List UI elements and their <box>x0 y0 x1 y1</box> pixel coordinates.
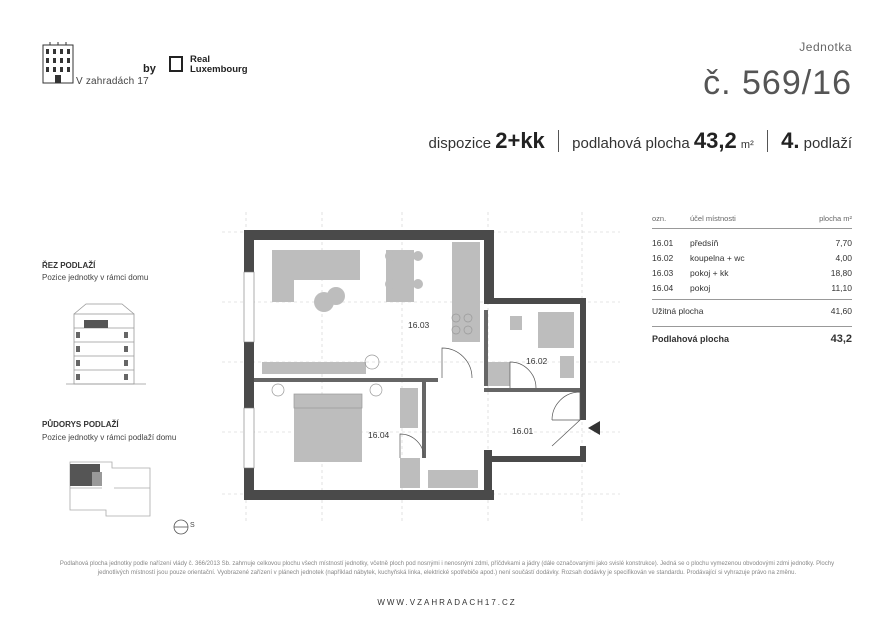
row-name: koupelna + wc <box>690 252 745 263</box>
room-label-16-04: 16.04 <box>368 430 390 440</box>
room-label-16-03: 16.03 <box>408 320 430 330</box>
unit-number: č. 569/16 <box>703 64 852 102</box>
row-area: 7,70 <box>835 237 852 248</box>
website-link[interactable]: WWW.VZAHRADACH17.CZ <box>377 598 517 607</box>
plan-title: PŮDORYS PODLAŽÍ <box>42 420 119 429</box>
row-name: předsíň <box>690 237 719 248</box>
header-area: plocha m² <box>819 213 852 223</box>
row-code: 16.04 <box>652 282 674 293</box>
area-unit: m² <box>740 139 754 151</box>
building-logo-icon <box>42 42 76 84</box>
header-purpose: účel místnosti <box>690 213 736 223</box>
compass-label: S <box>190 522 195 529</box>
floor-key-plan <box>62 458 158 522</box>
area-value: 43,2 <box>693 128 737 153</box>
partner-logo-icon <box>169 56 183 72</box>
unit-label: Jednotka <box>799 40 852 54</box>
floor-value: 4. <box>781 128 800 153</box>
divider <box>767 130 768 152</box>
room-label-16-01: 16.01 <box>512 426 534 436</box>
row-code: 16.02 <box>652 252 674 263</box>
building-name: V zahradách 17 <box>76 76 149 87</box>
disp-label: dispozice <box>428 135 492 152</box>
floor-area-label: Podlahová plocha <box>652 334 730 344</box>
disp-value: 2+kk <box>495 128 545 153</box>
footnote: Podlahová plocha jednotky podle nařízení vlády č. 366/2013 Sb. zahrnuje celkovou plochu všech místností jednotky, včetně ploch pod nosnými i nenosnými zdmi, příčdvkami a jádry (dále označovanými jako svislé konstrukce). Jedná se o plochu vymezenou obvodovými zdmi jednotky. Plochy jednotlivých místností jsou pouze orientační. Vyobrazené zařízení v plánech jednotek (například nábytek, kuchyňská linka, elektrické spotřebiče apod.) není součástí dodávky. Rozsah dodávky je specifikován ve standardu. Prodávající si vyhrazuje právo na změnu. <box>59 561 835 576</box>
row-area: 4,00 <box>835 252 852 263</box>
table-row <box>652 235 852 250</box>
rooms-table <box>652 208 852 351</box>
row-area: 11,10 <box>831 282 852 293</box>
section-title: ŘEZ PODLAŽÍ <box>42 261 96 270</box>
row-code: 16.03 <box>652 267 674 278</box>
table-header <box>652 208 852 229</box>
plan-subtitle: Pozice jednotky v rámci podlaží domu <box>42 433 177 442</box>
row-area: 18,80 <box>830 267 852 278</box>
row-code: 16.01 <box>652 237 674 248</box>
row-name: pokoj <box>690 282 711 293</box>
floor-label: podlaží <box>803 135 852 152</box>
partner-name-line1: Real <box>190 54 211 65</box>
row-name: pokoj + kk <box>690 267 729 278</box>
partner-name-line2: Luxembourg <box>190 64 248 75</box>
floor-area-value: 43,2 <box>830 333 852 345</box>
by-text: by <box>143 63 156 75</box>
floor-area-row <box>652 327 852 351</box>
section-subtitle: Pozice jednotky v rámci domu <box>42 273 149 282</box>
usable-area-label: Užitná plocha <box>652 306 704 316</box>
floor-plan <box>222 212 620 524</box>
building-section-diagram <box>66 300 146 386</box>
room-label-16-02: 16.02 <box>526 356 548 366</box>
usable-area-row <box>652 300 852 322</box>
table-row <box>652 265 852 280</box>
usable-area-value: 41,60 <box>830 306 852 316</box>
table-row <box>652 250 852 265</box>
divider <box>558 130 559 152</box>
unit-summary <box>429 128 852 154</box>
header-code: ozn. <box>652 213 667 223</box>
area-label: podlahová plocha <box>572 135 690 152</box>
partner-name <box>190 55 248 75</box>
table-row <box>652 280 852 295</box>
